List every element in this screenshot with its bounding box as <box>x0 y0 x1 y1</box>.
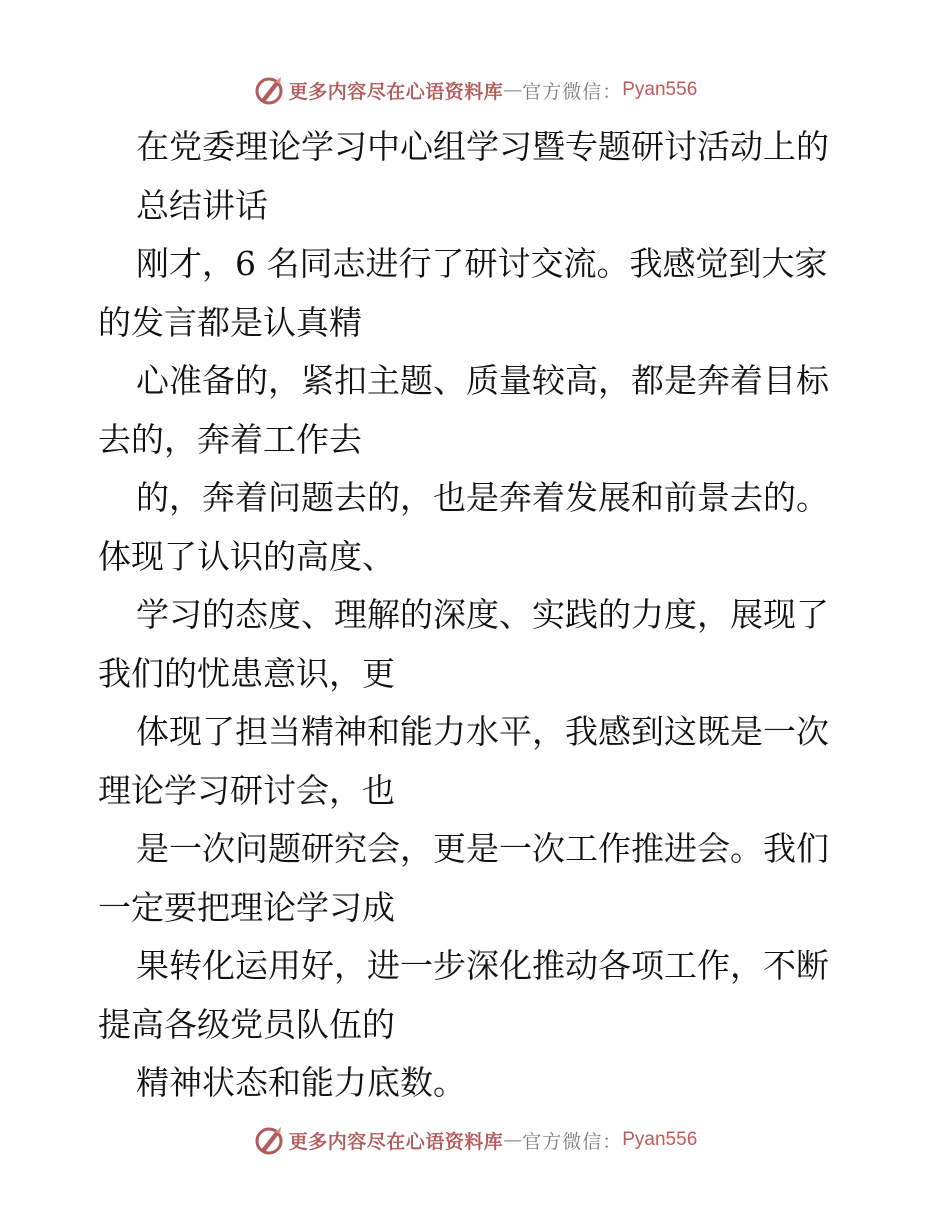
header-banner <box>0 70 950 110</box>
doc-title-line: 总结讲话 <box>136 185 268 225</box>
doc-title-line: 在党委理论学习中心组学习暨专题研讨活动上的 <box>136 127 829 166</box>
doc-text-line: 的，奔着问题去的，也是奔着发展和前景去的。 <box>136 478 829 517</box>
doc-text-line: 精神状态和能力底数。 <box>136 1063 466 1102</box>
doc-text-line: 体现了认识的高度、 <box>98 536 395 576</box>
doc-text-line: 提高各级党员队伍的 <box>98 1004 395 1044</box>
doc-text-line: 学习的态度、理解的深度、实践的力度，展现了 <box>136 595 829 634</box>
doc-text-line: 理论学习研讨会，也 <box>98 770 395 810</box>
quill-pen-logo-icon <box>253 74 285 106</box>
doc-text-line: 刚才，6 名同志进行了研讨交流。我感觉到大家 <box>136 244 828 283</box>
document-body <box>98 118 858 1113</box>
banner-separator: — <box>503 79 523 101</box>
doc-text-line: 体现了担当精神和能力水平，我感到这既是一次 <box>136 712 829 751</box>
doc-text-line: 心准备的，紧扣主题、质量较高，都是奔着目标 <box>136 361 829 400</box>
quill-pen-logo-icon <box>253 1124 285 1156</box>
footer-banner <box>0 1120 950 1160</box>
banner-title: 更多内容尽在心语资料库 <box>288 80 504 103</box>
banner-account: Pyan556 <box>622 1129 698 1150</box>
doc-text-line: 我们的忧患意识，更 <box>98 653 395 693</box>
doc-text-line: 是一次问题研究会，更是一次工作推进会。我们 <box>136 829 829 868</box>
banner-account: Pyan556 <box>622 79 698 100</box>
doc-text-line: 去的，奔着工作去 <box>98 419 362 459</box>
banner-subtitle: 官方微信： <box>522 1130 623 1153</box>
doc-text-line: 一定要把理论学习成 <box>98 887 395 927</box>
banner-separator: — <box>503 1129 523 1151</box>
doc-text-line: 的发言都是认真精 <box>98 302 362 342</box>
banner-title: 更多内容尽在心语资料库 <box>288 1130 504 1153</box>
doc-text-line: 果转化运用好，进一步深化推动各项工作，不断 <box>136 946 829 985</box>
banner-subtitle: 官方微信： <box>522 80 623 103</box>
